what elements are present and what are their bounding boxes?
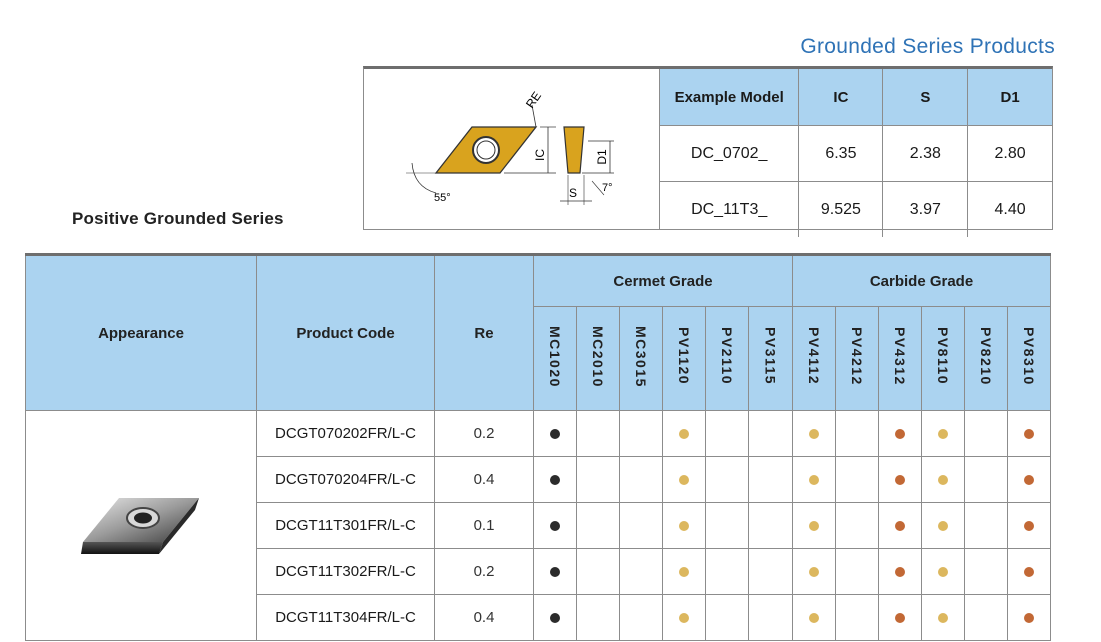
availability-dot-icon xyxy=(1024,613,1034,623)
grade-header-pv1120 xyxy=(663,307,706,411)
grade-cell xyxy=(879,595,922,641)
grade-header-label: PV8310 xyxy=(1021,327,1037,386)
grade-header-pv4312 xyxy=(879,307,922,411)
angle-7-label: 7° xyxy=(602,182,613,194)
insert-photo-icon xyxy=(71,484,211,564)
grade-header-label: PV1120 xyxy=(676,327,692,386)
grade-cell xyxy=(663,549,706,595)
grade-cell xyxy=(534,503,577,549)
grade-header-label: PV4212 xyxy=(849,327,865,386)
grade-header-pv8310 xyxy=(1008,307,1051,411)
grade-cell xyxy=(965,503,1008,549)
grade-cell xyxy=(706,595,749,641)
availability-dot-icon xyxy=(895,475,905,485)
grade-cell xyxy=(793,411,836,457)
grade-cell xyxy=(1008,457,1051,503)
grade-cell xyxy=(706,457,749,503)
grade-header-label: PV8110 xyxy=(935,327,951,386)
grade-cell xyxy=(922,411,965,457)
grade-cell xyxy=(879,503,922,549)
availability-dot-icon xyxy=(679,475,689,485)
grade-cell xyxy=(663,503,706,549)
grade-cell xyxy=(749,457,793,503)
model-cell: 9.525 xyxy=(799,182,883,238)
model-row xyxy=(660,182,1052,238)
grade-cell xyxy=(706,549,749,595)
grade-cell xyxy=(836,549,879,595)
availability-dot-icon xyxy=(809,521,819,531)
availability-dot-icon xyxy=(679,613,689,623)
grade-cell xyxy=(534,549,577,595)
grade-cell xyxy=(749,549,793,595)
grade-cell xyxy=(620,457,663,503)
grade-cell xyxy=(749,503,793,549)
header-appearance: Appearance xyxy=(26,255,257,411)
grade-cell xyxy=(577,457,620,503)
model-cell: DC_0702_ xyxy=(660,126,799,182)
grade-header-label: MC3015 xyxy=(633,325,649,388)
grade-cell xyxy=(965,595,1008,641)
grade-header-label: PV8210 xyxy=(978,327,994,386)
grade-cell xyxy=(534,595,577,641)
grade-cell xyxy=(1008,595,1051,641)
grade-header-mc1020 xyxy=(534,307,577,411)
grade-cell xyxy=(1008,503,1051,549)
grade-header-label: PV3115 xyxy=(762,327,779,386)
grade-cell xyxy=(793,457,836,503)
grade-header-pv2110 xyxy=(706,307,749,411)
grade-header-pv8210 xyxy=(965,307,1008,411)
grade-header-label: MC1020 xyxy=(547,325,563,388)
grade-header-pv4212 xyxy=(836,307,879,411)
insert-diagram xyxy=(364,69,660,230)
grade-cell xyxy=(577,503,620,549)
availability-dot-icon xyxy=(895,521,905,531)
grade-cell xyxy=(879,411,922,457)
grade-cell xyxy=(577,411,620,457)
grade-cell xyxy=(922,503,965,549)
model-cell: 3.97 xyxy=(883,182,968,238)
availability-dot-icon xyxy=(679,521,689,531)
s-label: S xyxy=(569,186,578,200)
availability-dot-icon xyxy=(938,475,948,485)
availability-dot-icon xyxy=(938,567,948,577)
model-header-s: S xyxy=(883,69,968,126)
grade-header-pv4112 xyxy=(793,307,836,411)
grade-header-label: PV4112 xyxy=(806,327,822,386)
product-code-cell: DCGT070202FR/L-C xyxy=(257,411,435,457)
grade-cell xyxy=(793,549,836,595)
grade-table xyxy=(25,253,1051,641)
series-title: Grounded Series Products xyxy=(800,35,1055,58)
insert-diagram-icon xyxy=(364,69,659,230)
grade-cell xyxy=(534,457,577,503)
table-row xyxy=(26,411,1051,457)
availability-dot-icon xyxy=(550,567,560,577)
availability-dot-icon xyxy=(809,613,819,623)
model-cell: 2.80 xyxy=(968,126,1052,182)
grade-cell xyxy=(879,457,922,503)
re-cell: 0.4 xyxy=(435,457,534,503)
d1-label: D1 xyxy=(595,149,609,165)
grade-cell xyxy=(534,411,577,457)
product-code-cell: DCGT11T301FR/L-C xyxy=(257,503,435,549)
grade-cell xyxy=(577,595,620,641)
availability-dot-icon xyxy=(679,567,689,577)
grade-cell xyxy=(793,595,836,641)
model-cell: 4.40 xyxy=(968,182,1052,238)
grade-cell xyxy=(663,411,706,457)
grade-cell xyxy=(749,411,793,457)
product-code-cell: DCGT070204FR/L-C xyxy=(257,457,435,503)
grade-cell xyxy=(663,595,706,641)
availability-dot-icon xyxy=(895,429,905,439)
re-cell: 0.2 xyxy=(435,411,534,457)
grade-header-pv8110 xyxy=(922,307,965,411)
grade-cell xyxy=(836,457,879,503)
model-cell: DC_11T3_ xyxy=(691,200,768,218)
header-carbide-grade: Carbide Grade xyxy=(793,255,1051,307)
grade-cell xyxy=(663,457,706,503)
grade-header-mc3015 xyxy=(620,307,663,411)
availability-dot-icon xyxy=(550,429,560,439)
grade-header-label: MC2010 xyxy=(590,325,606,388)
grade-cell xyxy=(965,457,1008,503)
angle-55-label: 55° xyxy=(434,192,451,204)
availability-dot-icon xyxy=(1024,567,1034,577)
model-row xyxy=(660,126,1052,182)
model-header-d1: D1 xyxy=(968,69,1052,126)
availability-dot-icon xyxy=(809,567,819,577)
availability-dot-icon xyxy=(809,475,819,485)
header-cermet-grade: Cermet Grade xyxy=(534,255,793,307)
sub-title: Positive Grounded Series xyxy=(72,209,284,228)
grade-cell xyxy=(620,411,663,457)
re-cell: 0.2 xyxy=(435,549,534,595)
grade-header-mc2010 xyxy=(577,307,620,411)
grade-cell xyxy=(879,549,922,595)
product-code-cell: DCGT11T304FR/L-C xyxy=(257,595,435,641)
grade-cell xyxy=(922,595,965,641)
availability-dot-icon xyxy=(895,567,905,577)
grade-cell xyxy=(836,503,879,549)
grade-cell xyxy=(922,457,965,503)
model-header-example: Example Model xyxy=(660,69,799,126)
availability-dot-icon xyxy=(550,613,560,623)
grade-header-label: PV2110 xyxy=(719,327,735,386)
availability-dot-icon xyxy=(550,475,560,485)
grade-cell xyxy=(965,411,1008,457)
grade-cell xyxy=(1008,411,1051,457)
grade-cell xyxy=(922,549,965,595)
grade-cell xyxy=(620,595,663,641)
grade-cell xyxy=(1008,549,1051,595)
availability-dot-icon xyxy=(550,521,560,531)
model-header-ic: IC xyxy=(799,69,883,126)
availability-dot-icon xyxy=(895,613,905,623)
grade-cell xyxy=(706,411,749,457)
grade-header-pv3115 xyxy=(749,307,793,411)
availability-dot-icon xyxy=(1024,429,1034,439)
header-product-code: Product Code xyxy=(257,255,435,411)
model-table xyxy=(660,69,1052,237)
availability-dot-icon xyxy=(809,429,819,439)
availability-dot-icon xyxy=(1024,521,1034,531)
grade-cell xyxy=(706,503,749,549)
model-cell: 6.35 xyxy=(799,126,883,182)
grade-cell xyxy=(620,503,663,549)
grade-cell xyxy=(749,595,793,641)
re-cell: 0.4 xyxy=(435,595,534,641)
header-re: Re xyxy=(435,255,534,411)
model-box xyxy=(363,66,1053,230)
ic-label: IC xyxy=(533,149,547,161)
grade-cell xyxy=(620,549,663,595)
availability-dot-icon xyxy=(938,521,948,531)
appearance-cell xyxy=(26,411,257,641)
grade-cell xyxy=(836,595,879,641)
grade-cell xyxy=(965,549,1008,595)
model-cell: 2.38 xyxy=(883,126,968,182)
availability-dot-icon xyxy=(938,613,948,623)
availability-dot-icon xyxy=(1024,475,1034,485)
grade-cell xyxy=(836,411,879,457)
product-code-cell: DCGT11T302FR/L-C xyxy=(257,549,435,595)
grade-cell xyxy=(577,549,620,595)
grade-cell xyxy=(793,503,836,549)
availability-dot-icon xyxy=(679,429,689,439)
availability-dot-icon xyxy=(938,429,948,439)
re-label: RE xyxy=(522,89,545,111)
grade-header-label: PV4312 xyxy=(892,327,908,386)
re-cell: 0.1 xyxy=(435,503,534,549)
